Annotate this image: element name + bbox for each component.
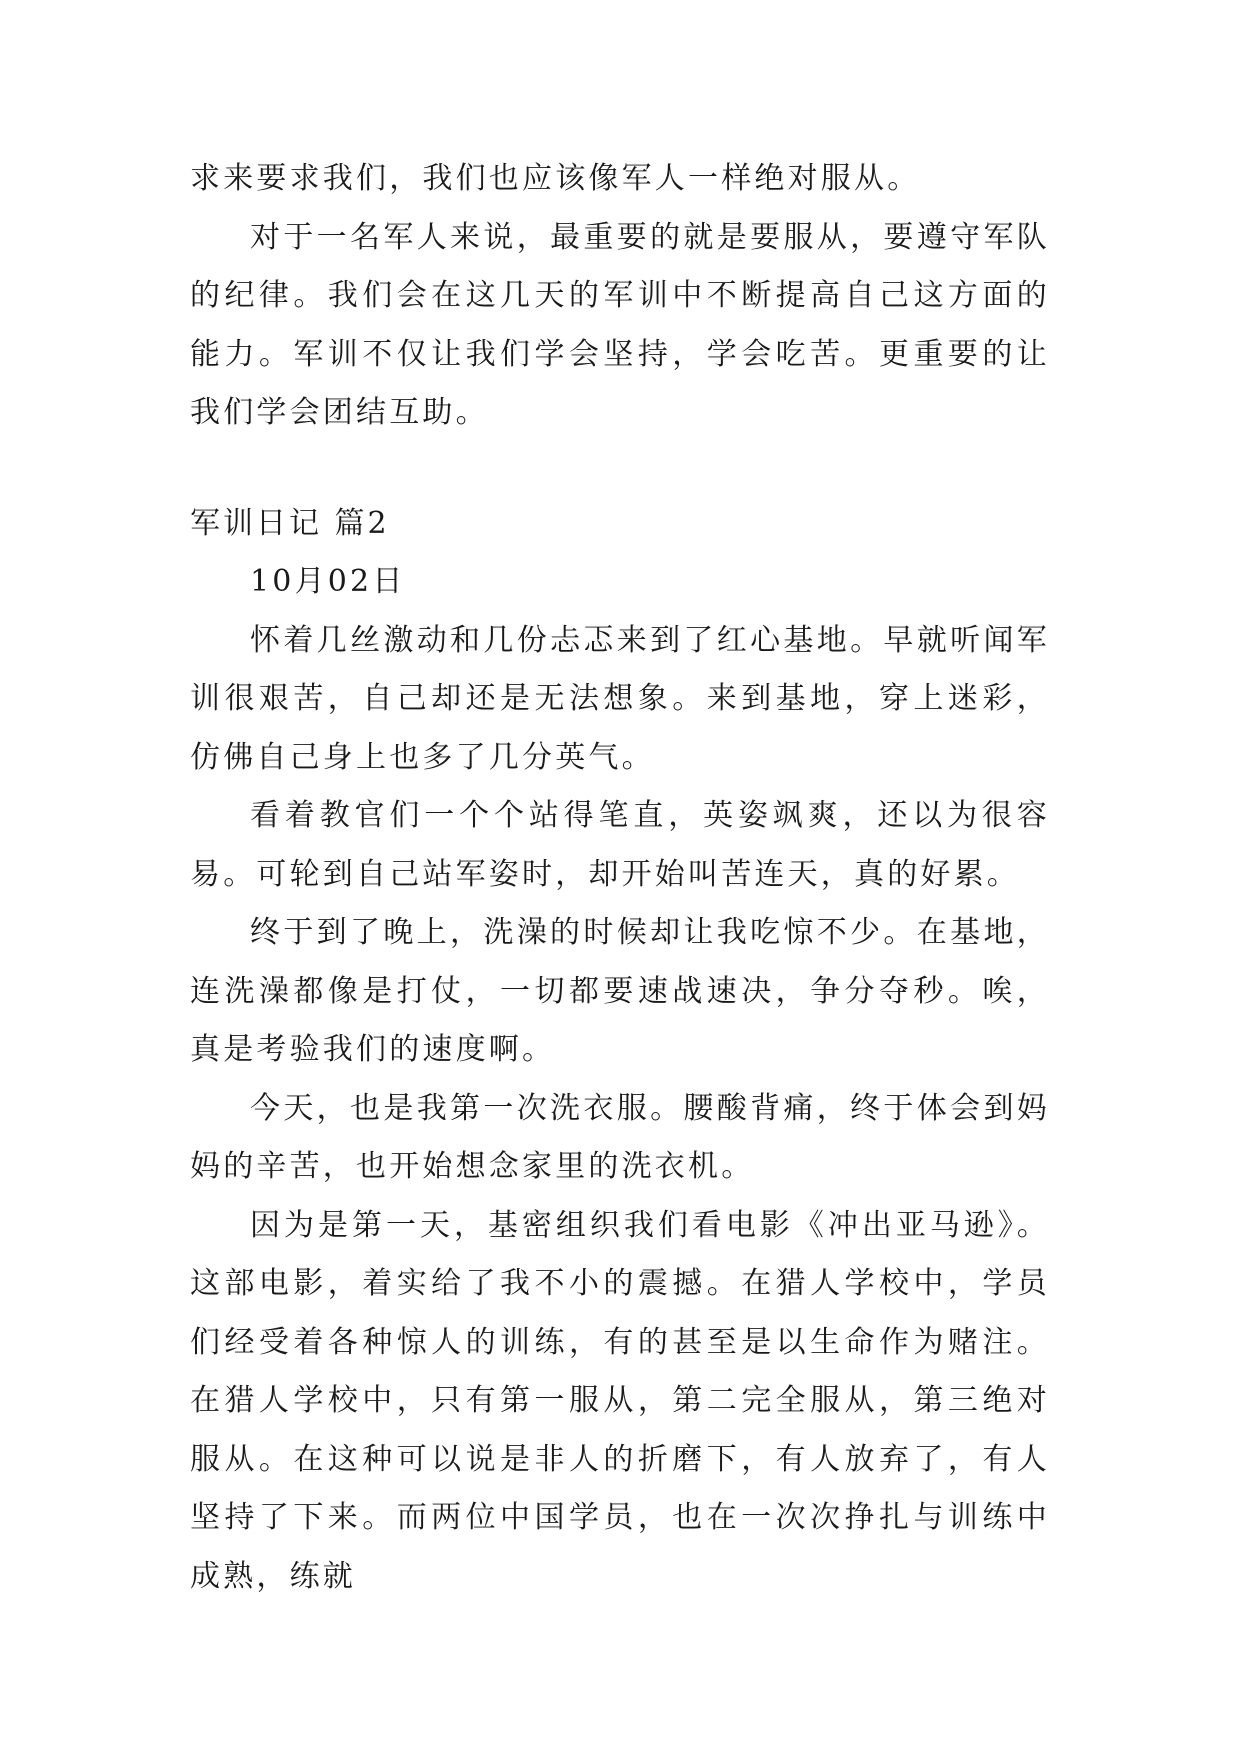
paragraph-continued: 求来要求我们，我们也应该像军人一样绝对服从。: [190, 161, 921, 196]
paragraph: 因为是第一天，基密组织我们看电影《冲出亚马逊》。这部电影，着实给了我不小的震撼。在猎人学校中，学员们经受着各种惊人的训练，有的甚至是以生命作为赌注。在猎人学校中，只有第一服从，第二完全服从，第三绝对服从。在这种可以说是非人的折磨下，有人放弃了，有人坚持了下来。而两位中国学员，也在一次次挣扎与训练中成熟，练就: [190, 1207, 1050, 1594]
paragraph: 今天，也是我第一次洗衣服。腰酸背痛，终于体会到妈妈的辛苦，也开始想念家里的洗衣机。: [190, 1090, 1050, 1184]
section-title: 军训日记 篇2: [190, 505, 390, 541]
paragraph: 看着教官们一个个站得笔直，英姿飒爽，还以为很容易。可轮到自己站军姿时，却开始叫苦连天，真的好累。: [190, 798, 1050, 892]
document-body: [190, 150, 1050, 1606]
paragraph: 怀着几丝激动和几份忐忑来到了红心基地。早就听闻军训很艰苦，自己却还是无法想象。来到基地，穿上迷彩，仿佛自己身上也多了几分英气。: [190, 622, 1050, 775]
date-line: 10月02日: [250, 564, 406, 599]
paragraph: 对于一名军人来说，最重要的就是要服从，要遵守军队的纪律。我们会在这几天的军训中不断提高自己这方面的能力。军训不仅让我们学会坚持，学会吃苦。更重要的让我们学会团结互助。: [190, 219, 1050, 430]
paragraph: 终于到了晚上，洗澡的时候却让我吃惊不少。在基地，连洗澡都像是打仗，一切都要速战速决，争分夺秒。唉，真是考验我们的速度啊。: [190, 915, 1050, 1067]
